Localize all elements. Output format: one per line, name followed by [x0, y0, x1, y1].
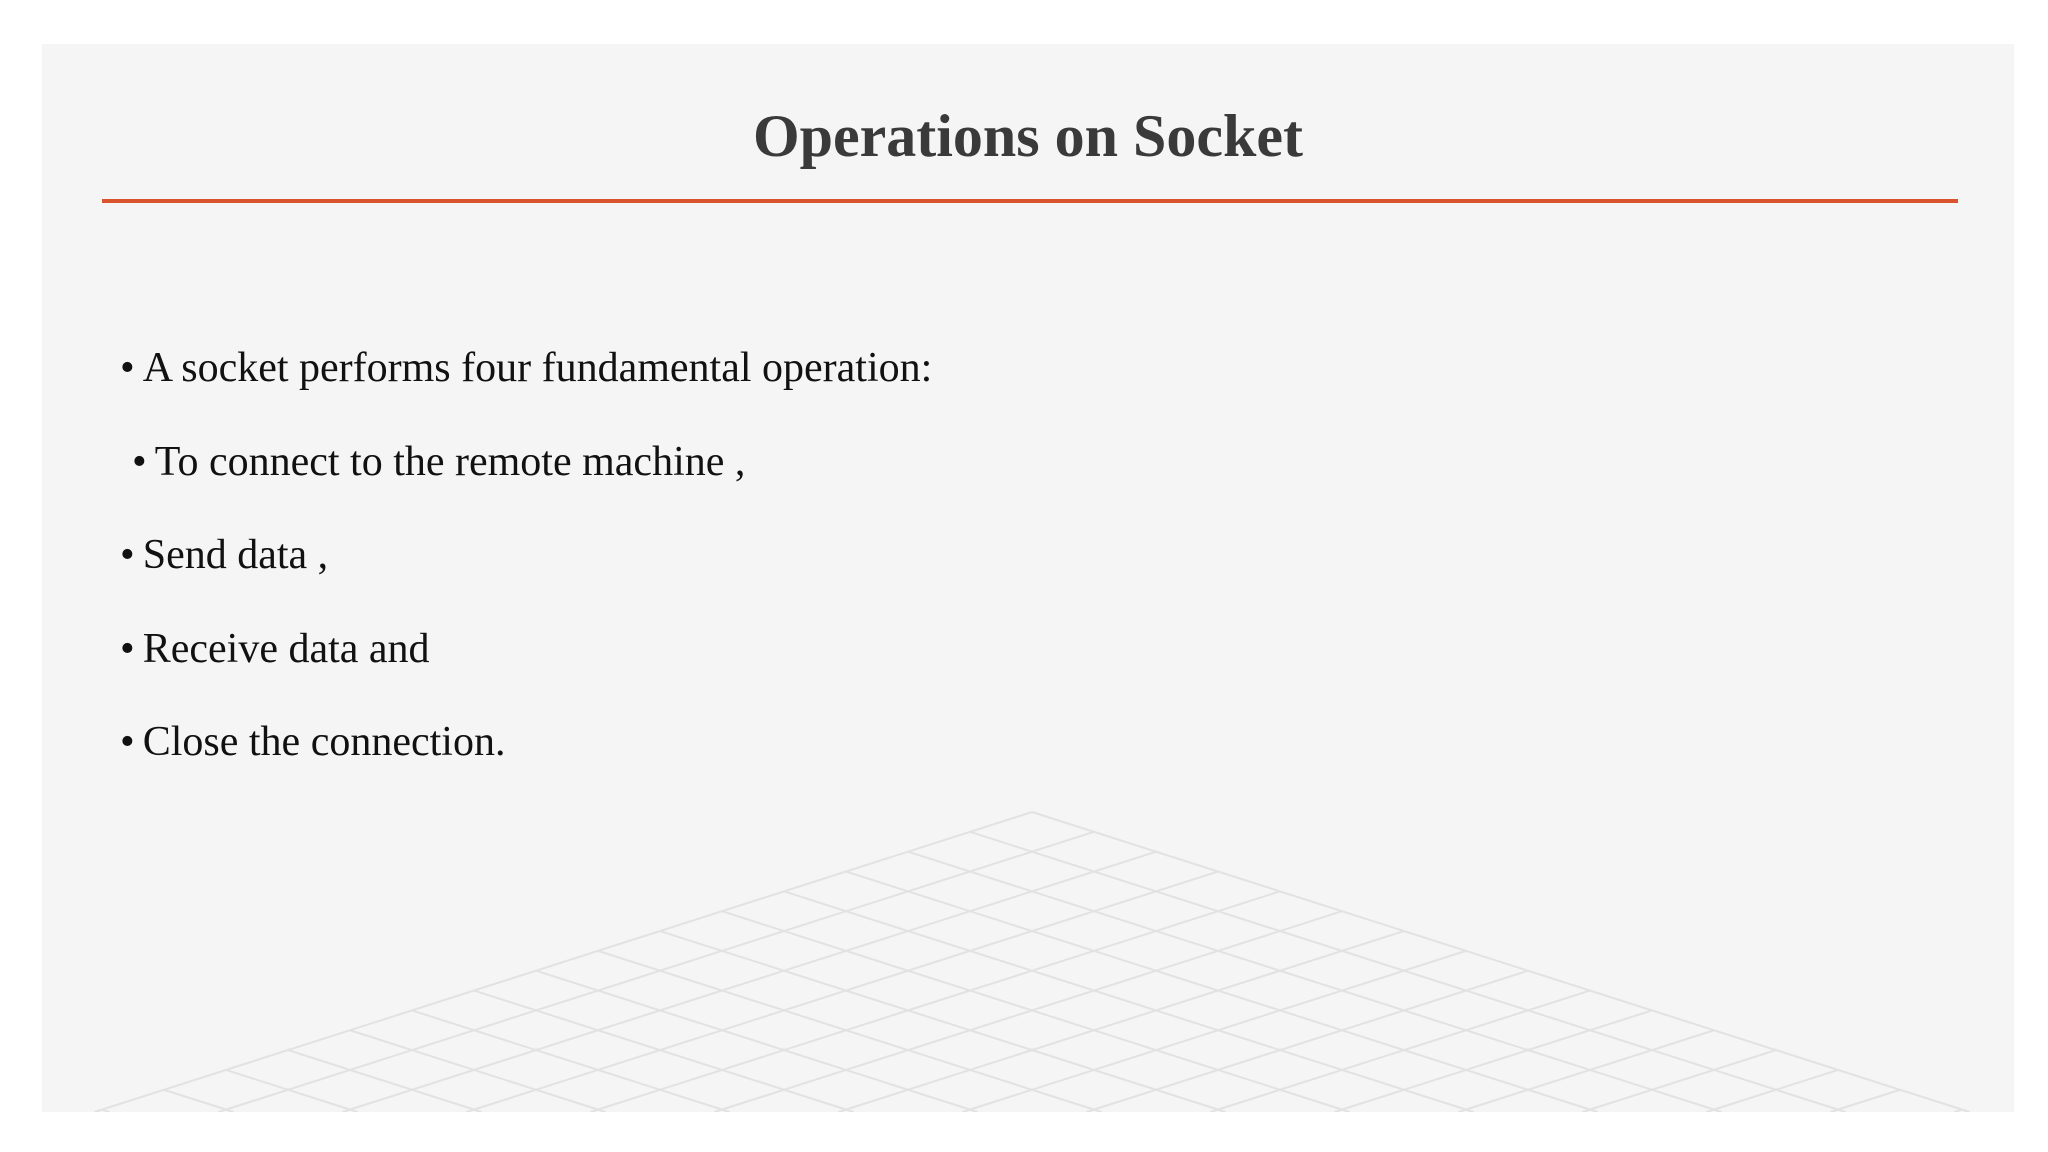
grid-line: [908, 852, 1722, 1112]
grid-line: [350, 1030, 606, 1112]
list-item-text: To connect to the remote machine ,: [154, 438, 746, 485]
grid-line: [846, 872, 1598, 1112]
grid-line: [102, 1110, 110, 1112]
grid-line: [1831, 1090, 1901, 1112]
bullet-marker: •: [132, 438, 147, 485]
grid-line: [467, 872, 1219, 1112]
title-underline: [102, 199, 1958, 203]
grid-line: [784, 891, 1474, 1112]
list-item-text: Send data ,: [142, 532, 329, 578]
list-item: [120, 438, 932, 532]
bullet-marker: •: [120, 719, 135, 765]
grid-line: [1459, 1030, 1715, 1112]
grid-line: [536, 971, 978, 1112]
list-item: [120, 344, 932, 438]
bullet-marker: •: [120, 625, 135, 672]
grid-line: [1335, 1010, 1653, 1112]
grid-line: [722, 911, 1350, 1112]
list-item-text: A socket performs four fundamental operation:: [142, 345, 933, 391]
grid-line: [660, 931, 1226, 1112]
grid-line: [1087, 971, 1529, 1112]
bullet-marker: •: [120, 345, 135, 391]
bullet-list: [120, 344, 932, 812]
list-item-text: Receive data and: [142, 625, 430, 672]
grid-line: [412, 1010, 730, 1112]
list-item: [120, 531, 932, 625]
grid-line: [95, 812, 1033, 1112]
grid-line: [1707, 1070, 1839, 1112]
grid-line: [226, 1070, 358, 1112]
grid-line: [598, 951, 1102, 1112]
grid-line: [963, 951, 1467, 1112]
list-item: [120, 718, 932, 812]
grid-line: [715, 911, 1343, 1112]
slide: [42, 44, 2014, 1112]
bullet-marker: •: [120, 532, 135, 578]
list-item-text: Close the connection.: [142, 719, 506, 765]
grid-line: [839, 931, 1405, 1112]
list-item: [120, 625, 932, 719]
page-title: Operations on Socket: [752, 103, 1304, 169]
grid-line: [343, 852, 1157, 1112]
grid-line: [1955, 1110, 1963, 1112]
grid-line: [1032, 812, 1970, 1112]
grid-line: [591, 891, 1281, 1112]
grid-line: [164, 1090, 234, 1112]
